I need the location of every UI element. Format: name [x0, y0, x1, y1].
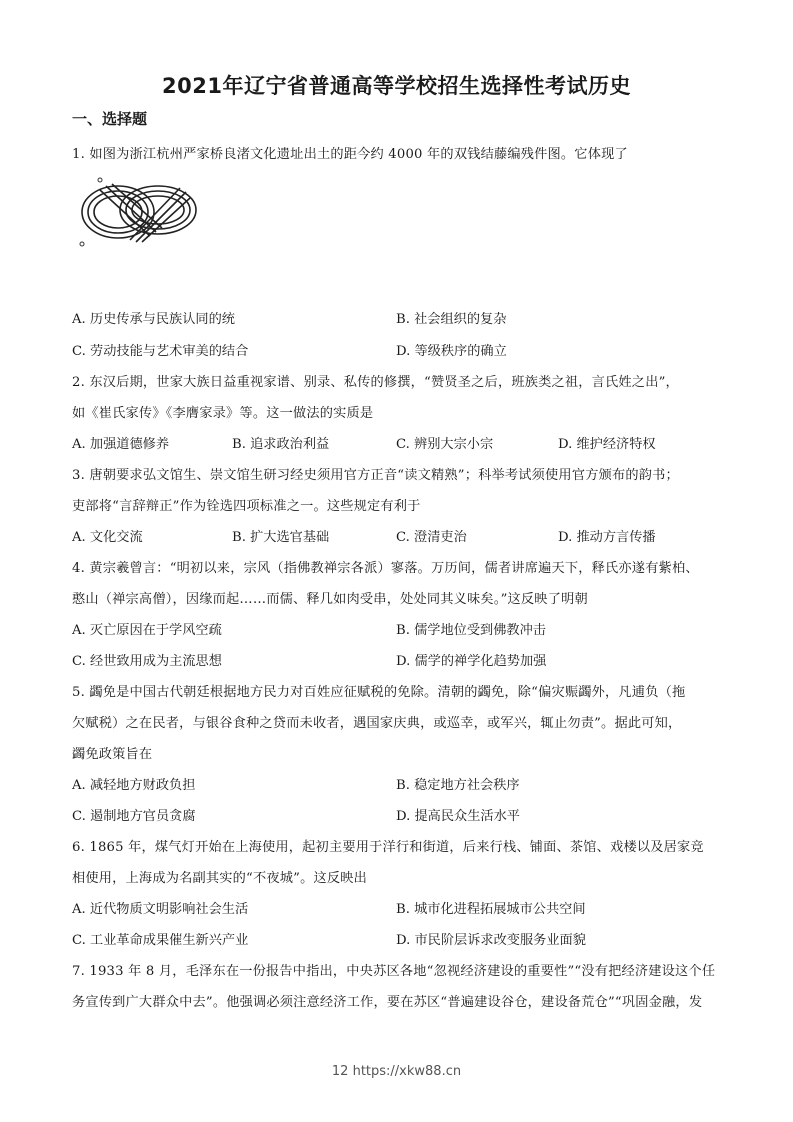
question-6-stem-cont: 相使用，上海成为名副其实的“不夜城”。这反映出 — [72, 871, 368, 886]
q1-option-d: D. 等级秩序的确立 — [396, 344, 507, 359]
question-7-stem-cont: 务宣传到广大群众中去”。他强调必须注意经济工作，要在苏区“普遍建设谷仓，建设备荒仓”“巩固金融，发 — [72, 995, 703, 1010]
page-footer: 12 https://xkw88.cn — [331, 1064, 462, 1079]
q2-option-c: C. 辨别大宗小宗 — [396, 437, 494, 452]
q5-option-d: D. 提高民众生活水平 — [396, 809, 520, 824]
question-7-stem: 7. 1933 年 8 月，毛泽东在一份报告中指出，中央苏区各地“忽视经济建设的重要性”“没有把经济建设这个任 — [72, 964, 716, 979]
q3-option-b: B. 扩大选官基础 — [232, 530, 330, 545]
double-coin-knot-figure — [70, 170, 210, 250]
q6-option-a: A. 近代物质文明影响社会生活 — [72, 902, 249, 917]
knot-image-icon — [70, 170, 210, 250]
page-title: 2021年辽宁省普通高等学校招生选择性考试历史 — [162, 74, 631, 98]
q6-option-c: C. 工业革命成果催生新兴产业 — [72, 933, 249, 948]
question-4-stem: 4. 黄宗羲曾言：“明初以来，宗风（指佛教禅宗各派）寥落。万历间，儒者讲席遍天下，释氏亦遂有紫柏、 — [72, 561, 699, 576]
q1-option-a: A. 历史传承与民族认同的统 — [72, 312, 235, 327]
q1-option-c: C. 劳动技能与艺术审美的结合 — [72, 344, 249, 359]
q1-option-b: B. 社会组织的复杂 — [396, 312, 507, 327]
question-3-stem: 3. 唐朝要求弘文馆生、崇文馆生研习经史须用官方正音“读文精熟”；科举考试须使用官方颁布的韵书； — [72, 468, 679, 483]
q4-option-a: A. 灭亡原因在于学风空疏 — [72, 623, 222, 638]
question-6-stem: 6. 1865 年，煤气灯开始在上海使用，起初主要用于洋行和街道，后来行栈、铺面、茶馆、戏楼以及居家竞 — [72, 840, 704, 855]
q2-option-d: D. 维护经济特权 — [558, 437, 656, 452]
question-4-stem-cont: 憨山（禅宗高僧），因缘而起……而儒、释几如肉受串，处处同其义味矣。”这反映了明朝 — [72, 592, 588, 607]
q3-option-d: D. 推动方言传播 — [558, 530, 656, 545]
q3-option-c: C. 澄清吏治 — [396, 530, 467, 545]
q4-option-d: D. 儒学的禅学化趋势加强 — [396, 654, 547, 669]
question-5-stem: 5. 蠲免是中国古代朝廷根据地方民力对百姓应征赋税的免除。清朝的蠲免，除“偏灾赈蠲外，凡逋负（拖 — [72, 685, 686, 700]
q4-option-c: C. 经世致用成为主流思想 — [72, 654, 222, 669]
q6-option-b: B. 城市化进程拓展城市公共空间 — [396, 902, 586, 917]
question-2-stem-cont: 如《崔氏家传》《李膺家录》等。这一做法的实质是 — [72, 406, 374, 421]
question-2-stem: 2. 东汉后期，世家大族日益重视家谱、别录、私传的修撰，“赞贤圣之后，班族类之祖，言氏姓之出”， — [72, 375, 679, 390]
question-5-stem-cont2: 蠲免政策旨在 — [72, 747, 153, 762]
q5-option-a: A. 减轻地方财政负担 — [72, 778, 196, 793]
q2-option-a: A. 加强道德修养 — [72, 437, 170, 452]
q3-option-a: A. 文化交流 — [72, 530, 143, 545]
q5-option-b: B. 稳定地方社会秩序 — [396, 778, 520, 793]
question-3-stem-cont: 吏部将“言辞辩正”作为铨选四项标准之一。这些规定有利于 — [72, 499, 421, 514]
q6-option-d: D. 市民阶层诉求改变服务业面貌 — [396, 933, 586, 948]
question-1-stem: 1. 如图为浙江杭州严家桥良渚文化遗址出土的距今约 4000 年的双钱结藤编残件图。它体现了 — [72, 147, 628, 162]
question-5-stem-cont: 欠赋税）之在民者，与银谷食种之贷而未收者，遇国家庆典，或巡幸，或军兴，辄止勿责”。据此可知， — [72, 716, 682, 731]
q2-option-b: B. 追求政治利益 — [232, 437, 330, 452]
section-heading: 一、选择题 — [72, 110, 148, 128]
q4-option-b: B. 儒学地位受到佛教冲击 — [396, 623, 546, 638]
q5-option-c: C. 遏制地方官员贪腐 — [72, 809, 196, 824]
